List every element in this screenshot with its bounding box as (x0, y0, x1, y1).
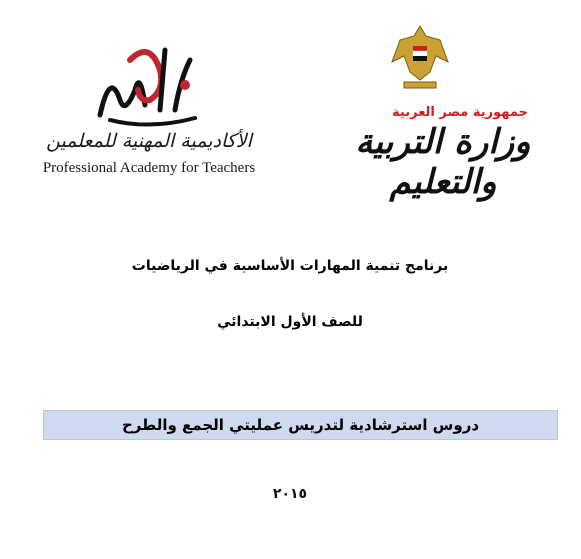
year-label: ٢٠١٥ (272, 486, 308, 502)
republic-name: جمهورية مصر العربية (392, 105, 528, 120)
academy-arabic-name: الأكاديمية المهنية للمعلمين (46, 130, 252, 152)
grade-label: للصف الأول الابتدائي (217, 314, 363, 330)
program-title: برنامج تنمية المهارات الأساسية في الرياضيات (131, 258, 449, 274)
academy-english-name: Professional Academy for Teachers (42, 160, 256, 176)
ministry-name: وزارة التربية والتعليم (355, 122, 531, 202)
subtitle-banner (43, 410, 558, 440)
egypt-eagle-emblem-icon (390, 22, 450, 98)
academy-calligraphy-logo-icon (90, 30, 210, 130)
subtitle-text: دروس استرشادية لتدريس عمليتي الجمع والطرح (121, 416, 480, 434)
